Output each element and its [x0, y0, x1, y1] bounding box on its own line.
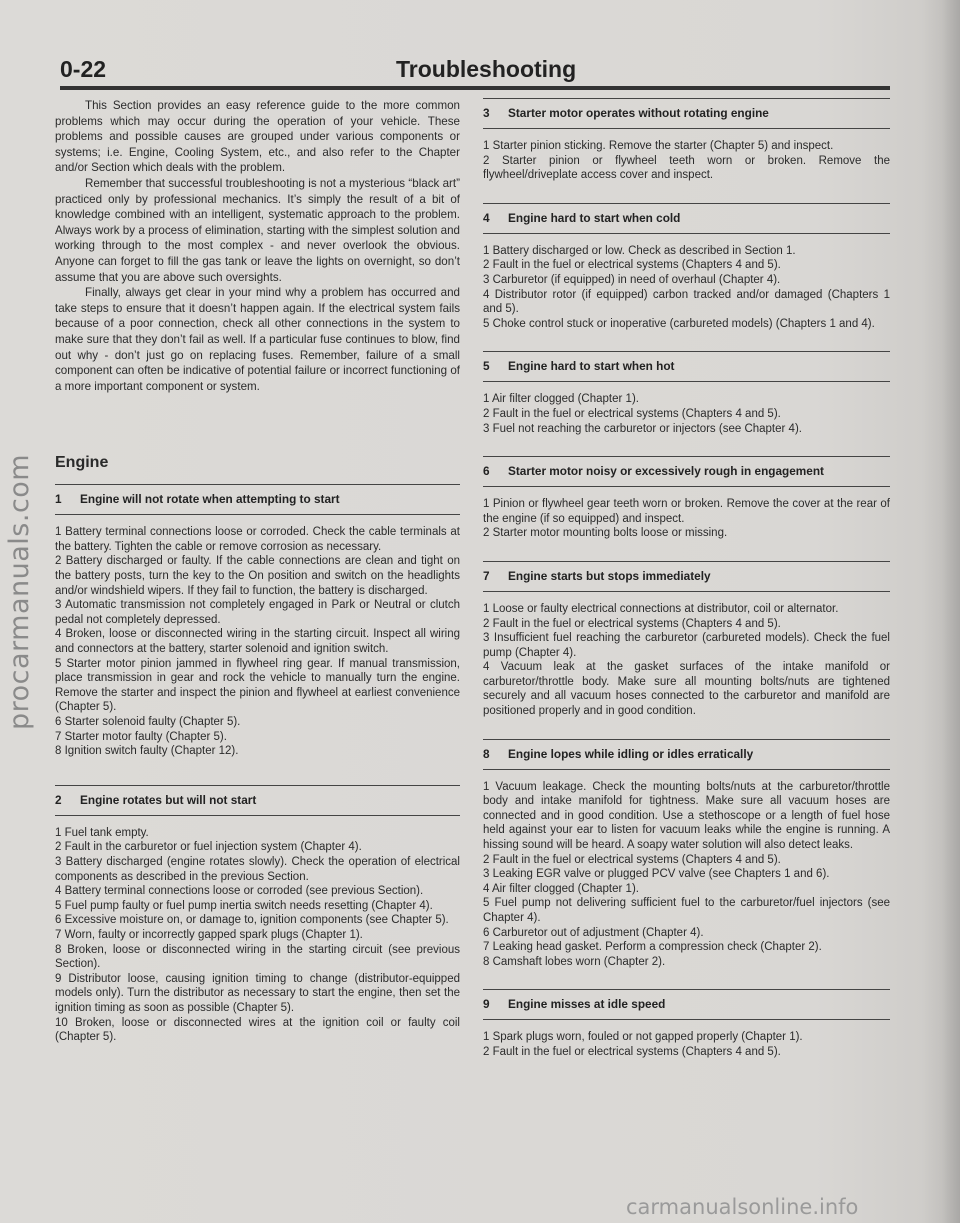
- symptom-heading: [483, 203, 890, 234]
- cause-item: 1 Vacuum leakage. Check the mounting bolts/nuts at the carburetor/throttle body and intake manifold for tightness. Make sure all vacuum hoses are connected and in good condition. Use a stethoscope or a length of fuel hose held against your ear to listen for vacuum leaks while the engine is running. A hissing sound will be heard. A soapy water solution will also detect leaks.: [483, 780, 890, 852]
- symptom-number: 6: [483, 464, 490, 479]
- symptom-title: Starter motor operates without rotating engine: [508, 106, 769, 120]
- symptom-heading: [55, 484, 460, 515]
- cause-item: 3 Insufficient fuel reaching the carburetor (carbureted models). Check the fuel pump (Chapter 4).: [483, 632, 890, 659]
- cause-item: 1 Spark plugs worn, fouled or not gapped properly (Chapter 1).: [483, 1031, 803, 1044]
- cause-item: 4 Broken, loose or disconnected wiring in the starting circuit. Inspect all wiring and connectors at the battery, starter solenoid and ignition switch.: [55, 628, 460, 656]
- symptom-number: 3: [483, 106, 490, 120]
- cause-item: 5 Starter motor pinion jammed in flywheel ring gear. If manual transmission, place transmission in gear and rock the vehicle to manually turn the engine. Remove the starter and inspect the pinion and flywheel at earliest convenience (Chapter 5).: [55, 657, 460, 714]
- cause-item: 1 Fuel tank empty.: [55, 826, 149, 839]
- cause-item: 5 Fuel pump not delivering sufficient fuel to the carburetor/fuel injectors (see Chapter 4).: [483, 897, 890, 924]
- symptom-block: [55, 484, 460, 759]
- cause-item: 3 Fuel not reaching the carburetor or injectors (see Chapter 4).: [483, 422, 802, 435]
- symptom-number: 2: [55, 792, 62, 807]
- cause-list: [483, 392, 890, 436]
- cause-item: 1 Battery discharged or low. Check as described in Section 1.: [483, 244, 796, 257]
- left-column: [55, 98, 460, 1045]
- cause-item: 4 Distributor rotor (if equipped) carbon tracked and/or damaged (Chapters 1 and 5).: [483, 288, 890, 316]
- cause-list: [483, 497, 890, 541]
- cause-item: 6 Carburetor out of adjustment (Chapter 4).: [483, 926, 704, 939]
- cause-item: 8 Broken, loose or disconnected wiring in the starting circuit (see previous Section).: [55, 943, 460, 971]
- cause-item: 7 Leaking head gasket. Perform a compression check (Chapter 2).: [483, 941, 822, 954]
- cause-list: [483, 139, 890, 183]
- symptom-heading: [483, 739, 890, 770]
- cause-item: 3 Leaking EGR valve or plugged PCV valve (see Chapters 1 and 6).: [483, 868, 830, 881]
- symptom-block: [483, 739, 890, 970]
- cause-item: 5 Choke control stuck or inoperative (carbureted models) (Chapters 1 and 4).: [483, 317, 875, 330]
- symptom-block: [483, 351, 890, 436]
- symptom-title: Engine lopes while idling or idles erratically: [508, 746, 754, 761]
- cause-item: 2 Fault in the fuel or electrical systems (Chapters 4 and 5).: [483, 407, 781, 420]
- symptom-heading: [483, 456, 890, 487]
- symptom-title: Engine misses at idle speed: [508, 997, 666, 1012]
- cause-item: 10 Broken, loose or disconnected wires at the ignition coil or faulty coil (Chapter 5).: [55, 1016, 460, 1044]
- cause-item: 3 Battery discharged (engine rotates slowly). Check the operation of electrical components as described in the previous Section.: [55, 855, 460, 883]
- cause-item: 8 Ignition switch faulty (Chapter 12).: [55, 745, 239, 758]
- symptom-number: 4: [483, 210, 490, 225]
- symptom-number: 9: [483, 997, 490, 1012]
- cause-item: 2 Fault in the fuel or electrical systems (Chapters 4 and 5).: [483, 1045, 781, 1058]
- header-rule: [60, 86, 890, 90]
- symptom-title: Starter motor noisy or excessively rough in engagement: [508, 464, 824, 479]
- cause-item: 1 Battery terminal connections loose or corroded. Check the cable terminals at the battery. Tighten the cable or remove corrosion as necessary.: [55, 526, 460, 553]
- cause-item: 4 Battery terminal connections loose or corroded (see previous Section).: [55, 885, 424, 898]
- symptom-title: Engine will not rotate when attempting to start: [80, 492, 340, 507]
- symptom-heading: [483, 561, 890, 592]
- cause-item: 8 Camshaft lobes worn (Chapter 2).: [483, 955, 666, 968]
- symptom-title: Engine rotates but will not start: [80, 792, 257, 807]
- cause-item: 4 Air filter clogged (Chapter 1).: [483, 882, 639, 895]
- symptom-number: 8: [483, 746, 490, 761]
- intro-paragraph: Remember that successful troubleshooting is not a mysterious “black art” practiced only by professional mechanics. It’s simply the result of a bit of knowledge combined with an intelligent, systematic approach to the problem. Always work by a process of elimination, starting with the simplest solution and working through to the most complex - and never overlook the obvious. Anyone can forget to fill the gas tank or leave the lights on overnight, so don’t assume that you are above such oversights.: [55, 176, 460, 284]
- page-title: Troubleshooting: [396, 56, 577, 82]
- cause-item: 5 Fuel pump faulty or fuel pump inertia switch needs resetting (Chapter 4).: [55, 899, 433, 912]
- page-number: 0-22: [60, 56, 107, 82]
- cause-item: 2 Fault in the fuel or electrical systems (Chapters 4 and 5).: [483, 259, 781, 272]
- cause-item: 3 Automatic transmission not completely engaged in Park or Neutral or clutch pedal not completely depressed.: [55, 599, 460, 626]
- cause-item: 2 Starter motor mounting bolts loose or missing.: [483, 527, 728, 540]
- symptom-heading: [483, 989, 890, 1020]
- intro-paragraph: This Section provides an easy reference guide to the more common problems which may occur during the operation of your vehicle. These problems and possible causes are grouped under various components or systems; i.e. Engine, Cooling System, etc., and also refer to the Chapter and/or Section which deals with the problem.: [55, 99, 460, 175]
- symptom-title: Engine starts but stops immediately: [508, 568, 711, 583]
- cause-item: 2 Fault in the carburetor or fuel injection system (Chapter 4).: [55, 841, 362, 854]
- symptom-heading: [483, 98, 890, 129]
- right-column: [483, 98, 890, 1060]
- cause-item: 2 Fault in the fuel or electrical systems (Chapters 4 and 5).: [483, 853, 781, 866]
- cause-list: [483, 780, 890, 970]
- cause-item: 2 Starter pinion or flywheel teeth worn or broken. Remove the flywheel/driveplate access cover and inspect.: [483, 154, 890, 182]
- section-heading: Engine: [55, 454, 109, 472]
- cause-list: [55, 826, 460, 1045]
- cause-item: 1 Air filter clogged (Chapter 1).: [483, 393, 639, 406]
- cause-item: 3 Carburetor (if equipped) in need of overhaul (Chapter 4).: [483, 273, 781, 286]
- cause-item: 9 Distributor loose, causing ignition timing to change (distributor-equipped models only). Turn the distributor as necessary to start the engine, then set the ignition timing as soon as possible (Chapter 5).: [55, 972, 460, 1014]
- page-edge-shadow: [942, 0, 960, 1223]
- side-watermark: procarmanuals.com: [4, 453, 35, 730]
- cause-list: [483, 602, 890, 719]
- cause-item: 1 Loose or faulty electrical connections at distributor, coil or alternator.: [483, 602, 839, 615]
- cause-list: [483, 1030, 890, 1059]
- symptom-block: [483, 989, 890, 1059]
- symptom-heading: [55, 785, 460, 816]
- cause-item: 1 Pinion or flywheel gear teeth worn or broken. Remove the cover at the rear of the engine (if so equipped) and inspect.: [483, 498, 890, 525]
- cause-list: [55, 525, 460, 759]
- cause-item: 7 Worn, faulty or incorrectly gapped spark plugs (Chapter 1).: [55, 928, 363, 941]
- cause-item: 1 Starter pinion sticking. Remove the starter (Chapter 5) and inspect.: [483, 140, 834, 152]
- page-header: [60, 50, 890, 90]
- cause-item: 6 Excessive moisture on, or damage to, ignition components (see Chapter 5).: [55, 914, 449, 927]
- symptom-number: 7: [483, 568, 490, 583]
- symptom-title: Engine hard to start when cold: [508, 210, 681, 225]
- cause-item: 2 Fault in the fuel or electrical systems (Chapters 4 and 5).: [483, 617, 781, 630]
- symptom-block: [55, 785, 460, 1045]
- symptom-block: [483, 203, 890, 332]
- cause-item: 4 Vacuum leak at the gasket surfaces of the intake manifold or carburetor/throttle body. Make sure all mounting bolts/nuts are tightened securely and all vacuum hoses connected to the carburetor and manifold are positioned properly and in good condition.: [483, 661, 890, 718]
- symptom-block: [483, 561, 890, 719]
- symptom-number: 5: [483, 359, 490, 374]
- symptom-block: [483, 98, 890, 183]
- intro-text: [55, 98, 460, 394]
- symptom-number: 1: [55, 492, 62, 507]
- intro-paragraph: Finally, always get clear in your mind why a problem has occurred and take steps to ensure that it doesn’t happen again. If the electrical system fails because of a poor connection, check all other connections in the system to make sure that they don’t fail as well. If a particular fuse continues to blow, find out why - don’t just go on replacing fuses. Remember, failure of a small component can often be indicative of potential failure or incorrect functioning of a more important component or system.: [55, 286, 460, 393]
- symptom-title: Engine hard to start when hot: [508, 359, 675, 374]
- cause-list: [483, 244, 890, 332]
- cause-item: 2 Battery discharged or faulty. If the cable connections are clean and tight on the battery posts, turn the key to the On position and switch on the headlights and/or windshield wipers. If they fail to function, the battery is discharged.: [55, 555, 460, 597]
- cause-item: 7 Starter motor faulty (Chapter 5).: [55, 730, 227, 743]
- symptom-heading: [483, 351, 890, 382]
- symptom-block: [483, 456, 890, 541]
- cause-item: 6 Starter solenoid faulty (Chapter 5).: [55, 716, 241, 728]
- bottom-watermark: carmanualsonline.info: [626, 1195, 859, 1219]
